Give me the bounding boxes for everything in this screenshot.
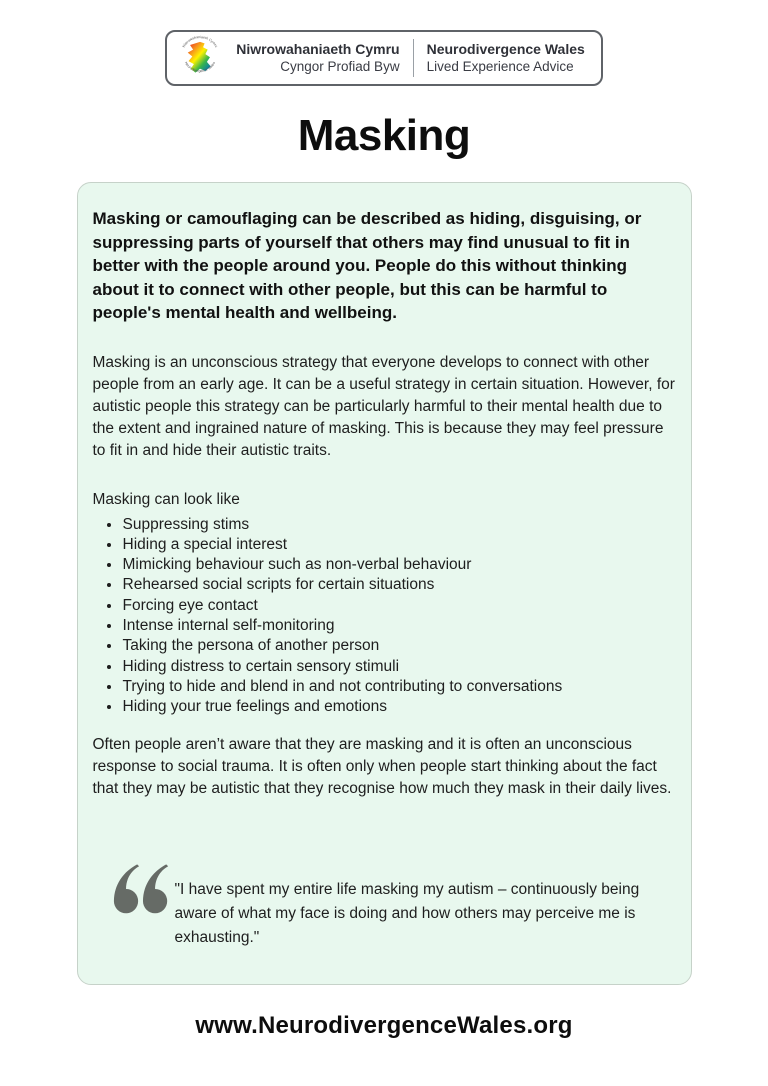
header-divider: [413, 39, 414, 77]
org-name-english-title: Neurodivergence Wales: [426, 40, 585, 57]
org-name-welsh: [236, 40, 399, 76]
intro-paragraph: Masking or camouflaging can be described as hiding, disguising, or suppressing parts of yourself that others may find unusual to fit in better with the people around you. People do this without thinking about it to connect with other people, but this can be harmful to people's mental health and wellbeing.: [92, 209, 642, 322]
org-name-welsh-title: Niwrowahaniaeth Cymru: [236, 40, 400, 57]
header: [0, 0, 768, 86]
paragraph-awareness: Often people aren’t aware that they are masking and it is often an unconscious response to social trauma. It is often only when people start thinking about the fact that they may be autistic that they recognise how much they mask in their daily lives.: [92, 736, 672, 798]
list-item: • Mimicking behaviour such as non-verbal behaviour: [122, 555, 676, 575]
quote-text: "I have spent my entire life masking my autism – continuously being aware of what my face is doing and how others may perceive me is exhausting.": [174, 881, 640, 947]
logo-arc-text-top: Niwrowahaniaeth Cymru: [181, 35, 219, 49]
list-item: • Trying to hide and blend in and not contributing to conversations: [122, 677, 676, 697]
list-item: • Suppressing stims: [122, 515, 676, 535]
masking-examples-list: [122, 515, 676, 718]
page-title: Masking: [297, 111, 471, 160]
list-heading: Masking can look like: [92, 490, 240, 508]
org-tagline-english: Lived Experience Advice: [426, 59, 574, 75]
list-item: • Hiding distress to certain sensory stimuli: [122, 657, 676, 677]
list-item: • Rehearsed social scripts for certain situations: [122, 575, 676, 595]
paragraph-unconscious-strategy: Masking is an unconscious strategy that everyone develops to connect with other people from an early age. It can be a useful strategy in certain situation. However, for autistic people this strategy can be particularly harmful to their mental health due to the extent and ingrained nature of masking. This is because they may feel pressure to fit in and hide their autistic traits.: [92, 353, 675, 459]
double-quote-icon: [111, 862, 175, 917]
list-item: • Forcing eye contact: [122, 596, 676, 616]
org-tagline-welsh: Cyngor Profiad Byw: [280, 59, 400, 75]
footer-website-url: www.NeurodivergenceWales.org: [195, 1012, 573, 1039]
logo-arc-text-bottom: Neurodivergence Wales: [184, 61, 217, 74]
list-item: • Intense internal self-monitoring: [122, 616, 676, 636]
content-card: [77, 182, 692, 985]
list-item: • Hiding a special interest: [122, 535, 676, 555]
list-item: • Hiding your true feelings and emotions: [122, 697, 676, 717]
org-name-english: [427, 40, 585, 76]
list-item: • Taking the persona of another person: [122, 636, 676, 656]
org-logo-box: [165, 30, 603, 86]
quote-block: [93, 860, 676, 950]
wales-rainbow-logo-icon: [177, 35, 223, 81]
